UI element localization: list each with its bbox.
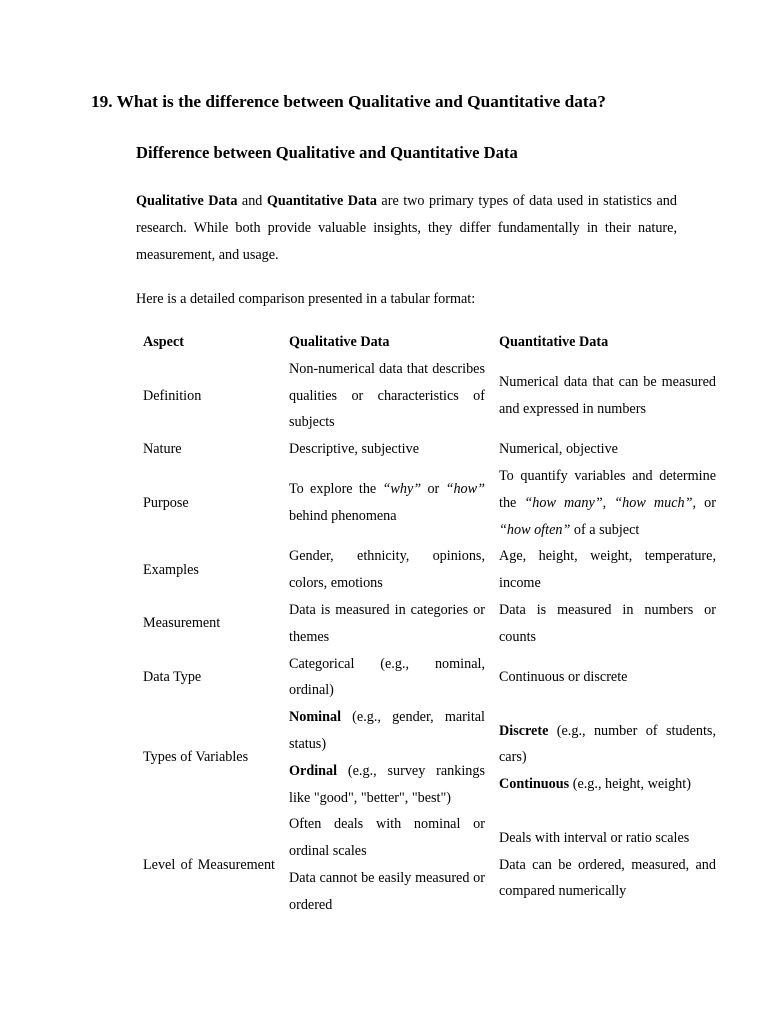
qual-ordinal-desc: (e.g., survey rankings like "good", "better", "best") [289,762,485,806]
purpose-quant-text-c: , or [692,494,716,511]
section-title: Difference between Qualitative and Quantitative Data [136,143,518,162]
purpose-qual-how: “how” [445,481,485,498]
intro-term-quantitative: Quantitative Data [266,193,377,209]
quant-level-line-1: Deals with interval or ratio scales [499,829,690,846]
header-quantitative: Quantitative Data [499,334,609,350]
cell-quant-purpose [492,463,723,543]
qual-level-line-1: Often deals with nominal or ordinal scales [289,816,485,860]
row-aspect-purpose: Purpose [143,494,189,511]
row-aspect-nature: Nature [143,441,182,458]
purpose-quant-how-many: “how many” [524,494,603,511]
cell-quant-nature: Numerical, objective [499,441,618,458]
quant-discrete-term: Discrete [499,722,549,739]
purpose-quant-how-often: “how often” [499,521,571,538]
quant-discrete-line [499,718,716,772]
row-aspect-level-of-measurement: Level of Measurement [143,856,275,873]
cell-quant-level [492,811,723,918]
qual-level-line-2: Data cannot be easily measured or ordered [289,869,485,913]
cell-qual-measurement: Data is measured in categories or themes [289,601,485,645]
purpose-quant-text-b: , [602,494,615,511]
quant-continuous-desc: (e.g., height, weight) [569,776,691,793]
qual-nominal-term: Nominal [289,709,342,726]
header-aspect: Aspect [143,334,184,350]
intro-paragraph [136,188,677,269]
qual-nominal-desc: (e.g., gender, marital status) [289,709,485,752]
intro-rest: are two primary types of data used in statistics and research. While both provide valuable insights, they differ fundamentally in their nature, measurement, and usage. [136,193,677,263]
lead-in-text: Here is a detailed comparison presented in a tabular format: [136,291,476,307]
cell-quant-definition: Numerical data that can be measured and expressed in numbers [499,374,716,417]
row-aspect-data-type: Data Type [143,668,202,685]
qual-ordinal-term: Ordinal [289,762,338,779]
cell-qual-nature: Descriptive, subjective [289,441,420,458]
table-header-row [136,329,723,356]
quant-level-line-2: Data can be ordered, measured, and compared numerically [499,856,716,900]
qual-ordinal-line [289,758,485,812]
cell-qual-data-type: Categorical (e.g., nominal, ordinal) [289,655,485,699]
purpose-qual-text-c: behind phenomena [289,508,397,525]
quant-discrete-desc: (e.g., number of students, cars) [499,722,716,766]
intro-and: and [237,193,267,209]
cell-quant-examples: Age, height, weight, temperature, income [499,548,716,592]
cell-qual-examples: Gender, ethnicity, opinions, colors, emotions [289,548,485,592]
intro-term-qualitative: Qualitative Data [136,193,238,209]
table-row [136,704,723,811]
comparison-table [136,329,723,919]
table-row [136,463,723,543]
row-aspect-definition: Definition [143,387,202,404]
cell-quant-measurement: Data is measured in numbers or counts [499,601,716,645]
cell-qual-types-of-variables [282,704,492,811]
table-row [136,597,723,651]
cell-qual-purpose [282,463,492,543]
cell-qual-level [282,811,492,918]
table-row [136,651,723,705]
cell-qual-definition: Non-numerical data that describes qualities or characteristics of subjects [289,360,485,431]
table-row [136,356,723,436]
table-row [136,811,723,918]
quant-continuous-term: Continuous [499,776,570,793]
cell-quant-types-of-variables [492,704,723,811]
row-aspect-examples: Examples [143,561,199,578]
quant-continuous-line [499,771,716,798]
header-qualitative: Qualitative Data [289,334,390,350]
qual-nominal-line [289,704,485,758]
purpose-quant-how-much: “how much” [614,494,693,511]
purpose-qual-text-b: or [421,481,446,498]
table-row [136,436,723,463]
purpose-quant-text-d: of a subject [570,521,640,538]
purpose-quant-text-a: To quantify variables and determine the [499,467,716,511]
row-aspect-measurement: Measurement [143,615,221,632]
table-row [136,543,723,597]
purpose-qual-why: “why” [382,481,422,498]
cell-quant-data-type: Continuous or discrete [499,668,628,685]
purpose-qual-text-a: To explore the [289,481,383,498]
row-aspect-types-of-variables: Types of Variables [143,749,249,766]
question-heading: 19. What is the difference between Qualitative and Quantitative data? [91,92,606,111]
